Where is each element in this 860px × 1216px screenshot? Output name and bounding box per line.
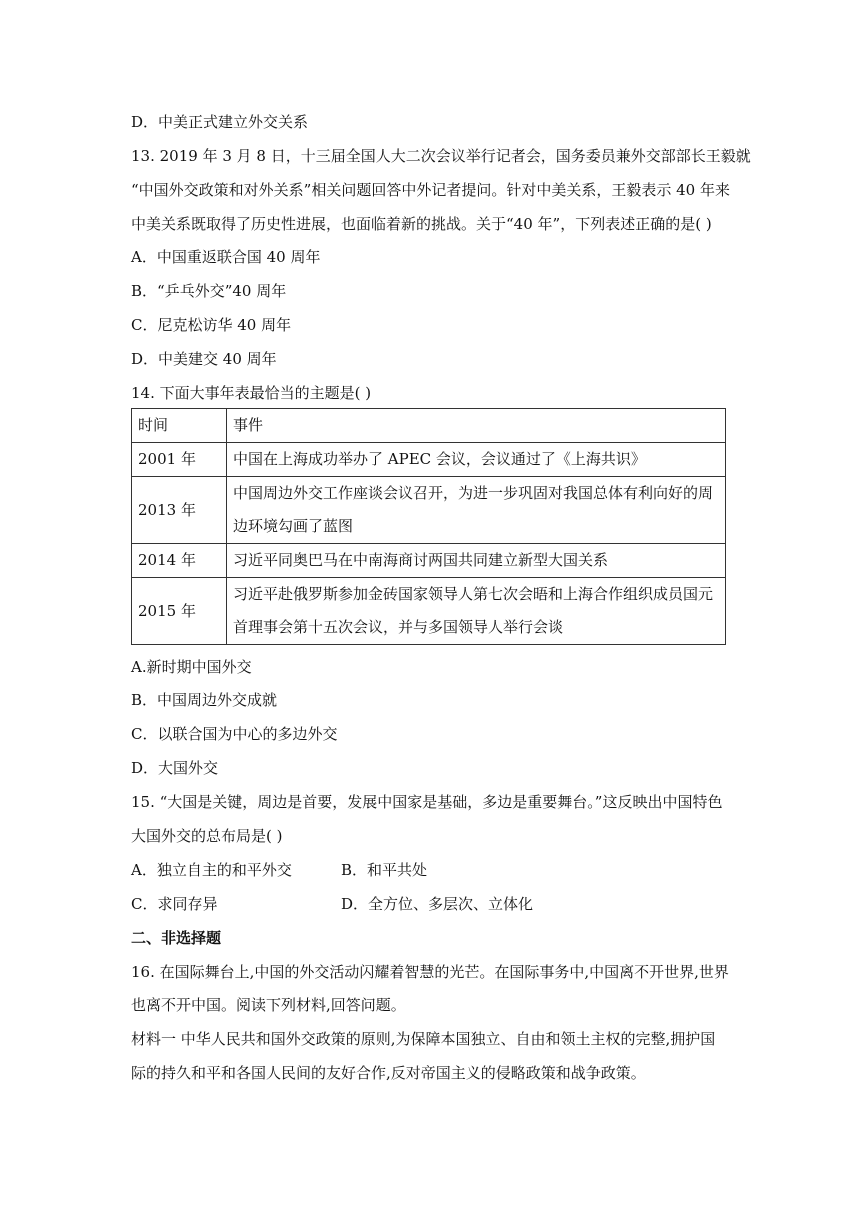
q13-option-b: B．“乒乓外交”40 周年	[131, 282, 287, 300]
event-timeline-table	[131, 408, 726, 645]
q16-stem-line-2: 也离不开中国。阅读下列材料,回答问题。	[131, 996, 406, 1014]
table-row	[132, 544, 726, 578]
q15-option-d: D．全方位、多层次、立体化	[341, 895, 534, 913]
table-row	[132, 477, 726, 544]
q16-material-line-2: 际的持久和平和各国人民间的友好合作,反对帝国主义的侵略政策和战争政策。	[131, 1064, 646, 1082]
header-event: 事件	[227, 409, 726, 443]
row-event: 中国在上海成功举办了 APEC 会议，会议通过了《上海共识》	[227, 443, 726, 477]
row-year: 2013 年	[132, 477, 227, 544]
q16-stem-line-1: 16. 在国际舞台上,中国的外交活动闪耀着智慧的光芒。在国际事务中,中国离不开世界,世界	[131, 963, 729, 981]
q13-stem-line-2: “中国外交政策和对外关系”相关问题回答中外记者提问。针对中美关系，王毅表示 40 年来	[131, 181, 730, 199]
q14-option-a: A.新时期中国外交	[131, 658, 252, 676]
table-header-row	[132, 409, 726, 443]
q14-option-c: C．以联合国为中心的多边外交	[131, 725, 338, 743]
q13-stem-line-3: 中美关系既取得了历史性进展，也面临着新的挑战。关于“40 年”，下列表述正确的是( )	[131, 215, 712, 233]
q13-option-d: D．中美建交 40 周年	[131, 350, 277, 368]
table-row	[132, 578, 726, 645]
q16-material-line-1: 材料一 中华人民共和国外交政策的原则,为保障本国独立、自由和领土主权的完整,拥护国	[131, 1030, 716, 1048]
q15-option-c: C．求同存异	[131, 895, 218, 913]
row-event: 习近平同奥巴马在中南海商讨两国共同建立新型大国关系	[227, 544, 726, 578]
q14-stem: 14. 下面大事年表最恰当的主题是( )	[131, 384, 372, 402]
row-event: 习近平赴俄罗斯参加金砖国家领导人第七次会晤和上海合作组织成员国元首理事会第十五次会议，并与多国领导人举行会谈	[227, 578, 726, 645]
q15-stem-line-2: 大国外交的总布局是( )	[131, 827, 283, 845]
q14-option-d: D．大国外交	[131, 759, 219, 777]
row-year: 2014 年	[132, 544, 227, 578]
q14-option-b: B．中国周边外交成就	[131, 691, 278, 709]
header-time: 时间	[132, 409, 227, 443]
q15-stem-line-1: 15. “大国是关键，周边是首要，发展中国家是基础，多边是重要舞台。”这反映出中国特色	[131, 793, 723, 811]
q13-stem-line-1: 13. 2019 年 3 月 8 日，十三届全国人大二次会议举行记者会，国务委员兼外交部部长王毅就	[131, 147, 751, 165]
q15-option-b: B．和平共处	[341, 861, 428, 879]
q12-option-d: D．中美正式建立外交关系	[131, 113, 309, 131]
row-year: 2015 年	[132, 578, 227, 645]
row-year: 2001 年	[132, 443, 227, 477]
table-row	[132, 443, 726, 477]
q15-option-a: A．独立自主的和平外交	[131, 861, 292, 879]
q13-option-c: C．尼克松访华 40 周年	[131, 316, 292, 334]
q13-option-a: A．中国重返联合国 40 周年	[131, 248, 321, 266]
section-heading: 二、非选择题	[131, 929, 222, 947]
row-event: 中国周边外交工作座谈会议召开，为进一步巩固对我国总体有利向好的周边环境勾画了蓝图	[227, 477, 726, 544]
